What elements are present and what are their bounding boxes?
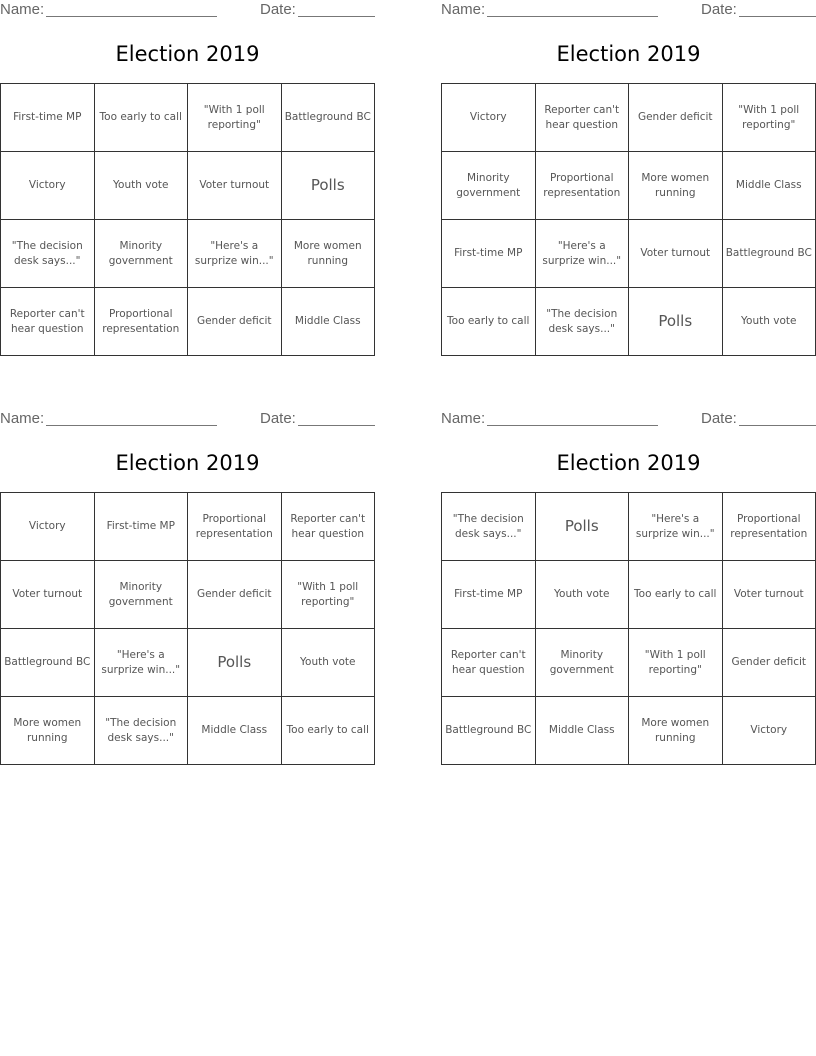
bingo-cell: Minority government bbox=[535, 629, 629, 697]
bingo-cell: Polls bbox=[629, 288, 723, 356]
bingo-cell: Youth vote bbox=[722, 288, 816, 356]
bingo-cell: Proportional representation bbox=[94, 288, 188, 356]
bingo-cell: Youth vote bbox=[281, 629, 375, 697]
date-label: Date: bbox=[701, 410, 737, 427]
date-label: Date: bbox=[701, 1, 737, 18]
bingo-cell: First-time MP bbox=[442, 561, 536, 629]
bingo-cell: Too early to call bbox=[442, 288, 536, 356]
grid-row bbox=[442, 629, 816, 697]
card-title: Election 2019 bbox=[115, 42, 260, 66]
bingo-cell: Proportional representation bbox=[188, 493, 282, 561]
bingo-cell: Battleground BC bbox=[442, 697, 536, 765]
bingo-cell: Battleground BC bbox=[281, 84, 375, 152]
bingo-cell: Reporter can't hear question bbox=[442, 629, 536, 697]
grid-row bbox=[1, 220, 375, 288]
bingo-cell: Polls bbox=[188, 629, 282, 697]
date-label: Date: bbox=[260, 410, 296, 427]
bingo-grid bbox=[441, 492, 816, 765]
grid-row bbox=[1, 152, 375, 220]
bingo-cell: Too early to call bbox=[94, 84, 188, 152]
bingo-cell: Voter turnout bbox=[188, 152, 282, 220]
bingo-cell: Voter turnout bbox=[629, 220, 723, 288]
bingo-cell: Middle Class bbox=[722, 152, 816, 220]
bingo-cell: Victory bbox=[442, 84, 536, 152]
bingo-cell: Too early to call bbox=[281, 697, 375, 765]
bingo-cell: Battleground BC bbox=[1, 629, 95, 697]
bingo-cell: More women running bbox=[629, 697, 723, 765]
bingo-cell: "With 1 poll reporting" bbox=[722, 84, 816, 152]
bingo-cell: More women running bbox=[629, 152, 723, 220]
date-blank-line bbox=[298, 425, 375, 426]
bingo-cell: Proportional representation bbox=[535, 152, 629, 220]
date-blank-line bbox=[739, 16, 816, 17]
bingo-cell: "With 1 poll reporting" bbox=[281, 561, 375, 629]
bingo-cell: "Here's a surprize win..." bbox=[535, 220, 629, 288]
grid-row bbox=[442, 84, 816, 152]
bingo-cell: Polls bbox=[535, 493, 629, 561]
bingo-cell: Middle Class bbox=[188, 697, 282, 765]
bingo-cell: Proportional representation bbox=[722, 493, 816, 561]
grid-row bbox=[442, 220, 816, 288]
bingo-cell: Reporter can't hear question bbox=[1, 288, 95, 356]
bingo-cell: "The decision desk says..." bbox=[94, 697, 188, 765]
grid-row bbox=[1, 629, 375, 697]
grid-row bbox=[442, 561, 816, 629]
bingo-cell: "The decision desk says..." bbox=[535, 288, 629, 356]
card-title: Election 2019 bbox=[115, 451, 260, 475]
name-blank-line bbox=[487, 16, 658, 17]
bingo-cell: Battleground BC bbox=[722, 220, 816, 288]
bingo-cell: Minority government bbox=[94, 561, 188, 629]
bingo-cell: Reporter can't hear question bbox=[535, 84, 629, 152]
bingo-cell: "The decision desk says..." bbox=[442, 493, 536, 561]
bingo-card bbox=[0, 409, 375, 744]
bingo-grid bbox=[0, 83, 375, 356]
bingo-card bbox=[0, 0, 375, 335]
bingo-cell: "Here's a surprize win..." bbox=[188, 220, 282, 288]
name-label: Name: bbox=[0, 410, 45, 427]
bingo-cell: Voter turnout bbox=[722, 561, 816, 629]
bingo-cell: Victory bbox=[1, 493, 95, 561]
bingo-card bbox=[441, 0, 816, 335]
bingo-cell: Gender deficit bbox=[188, 288, 282, 356]
bingo-grid bbox=[441, 83, 816, 356]
bingo-cell: First-time MP bbox=[1, 84, 95, 152]
bingo-cell: "With 1 poll reporting" bbox=[188, 84, 282, 152]
card-header bbox=[441, 409, 816, 431]
bingo-cell: Polls bbox=[281, 152, 375, 220]
name-label: Name: bbox=[0, 1, 45, 18]
name-label: Name: bbox=[441, 410, 486, 427]
bingo-cell: First-time MP bbox=[94, 493, 188, 561]
card-header bbox=[0, 409, 375, 431]
bingo-cell: Minority government bbox=[94, 220, 188, 288]
grid-row bbox=[1, 84, 375, 152]
grid-row bbox=[1, 697, 375, 765]
bingo-cell: Youth vote bbox=[535, 561, 629, 629]
bingo-cell: "The decision desk says..." bbox=[1, 220, 95, 288]
grid-row bbox=[442, 697, 816, 765]
bingo-cell: "With 1 poll reporting" bbox=[629, 629, 723, 697]
date-blank-line bbox=[298, 16, 375, 17]
bingo-cell: "Here's a surprize win..." bbox=[94, 629, 188, 697]
grid-row bbox=[1, 561, 375, 629]
grid-row bbox=[442, 493, 816, 561]
card-header bbox=[441, 0, 816, 22]
bingo-grid bbox=[0, 492, 375, 765]
bingo-cell: Middle Class bbox=[281, 288, 375, 356]
date-label: Date: bbox=[260, 1, 296, 18]
name-blank-line bbox=[46, 425, 217, 426]
bingo-cell: Reporter can't hear question bbox=[281, 493, 375, 561]
card-title: Election 2019 bbox=[556, 42, 701, 66]
bingo-cell: Gender deficit bbox=[722, 629, 816, 697]
name-blank-line bbox=[487, 425, 658, 426]
bingo-cell: Victory bbox=[1, 152, 95, 220]
bingo-cell: Voter turnout bbox=[1, 561, 95, 629]
name-label: Name: bbox=[441, 1, 486, 18]
bingo-cell: Middle Class bbox=[535, 697, 629, 765]
bingo-cell: First-time MP bbox=[442, 220, 536, 288]
card-header bbox=[0, 0, 375, 22]
grid-row bbox=[442, 152, 816, 220]
grid-row bbox=[1, 493, 375, 561]
bingo-cell: More women running bbox=[281, 220, 375, 288]
date-blank-line bbox=[739, 425, 816, 426]
bingo-cell: Victory bbox=[722, 697, 816, 765]
name-blank-line bbox=[46, 16, 217, 17]
bingo-cell: Too early to call bbox=[629, 561, 723, 629]
card-title: Election 2019 bbox=[556, 451, 701, 475]
grid-row bbox=[442, 288, 816, 356]
bingo-cell: Minority government bbox=[442, 152, 536, 220]
bingo-cell: Youth vote bbox=[94, 152, 188, 220]
bingo-cell: Gender deficit bbox=[188, 561, 282, 629]
bingo-cell: "Here's a surprize win..." bbox=[629, 493, 723, 561]
grid-row bbox=[1, 288, 375, 356]
bingo-card bbox=[441, 409, 816, 744]
bingo-cell: More women running bbox=[1, 697, 95, 765]
bingo-cell: Gender deficit bbox=[629, 84, 723, 152]
